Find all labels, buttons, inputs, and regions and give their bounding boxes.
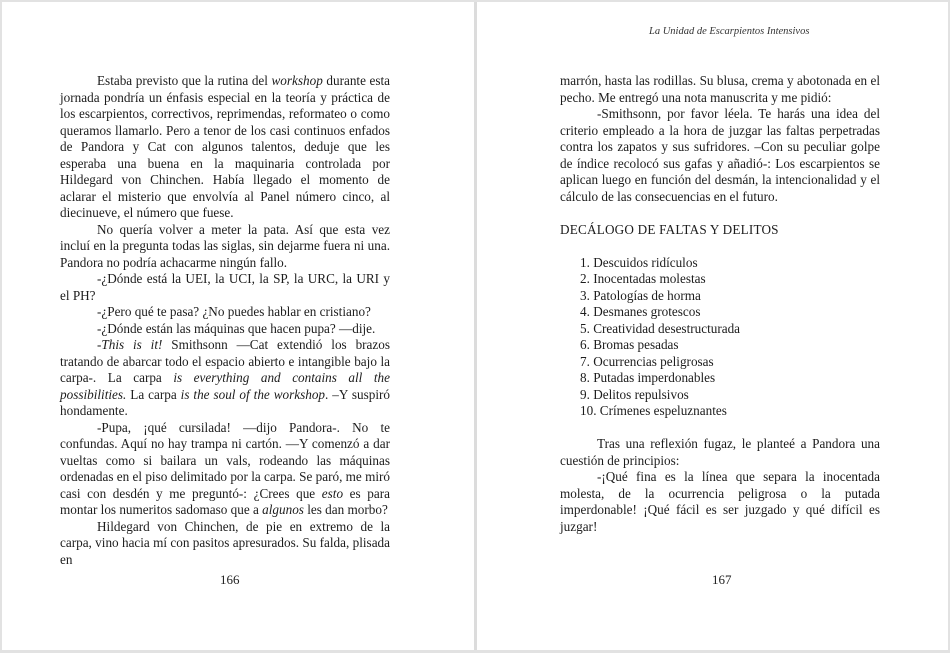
paragraph: No quería volver a meter la pata. Así que esta vez incluí en la pregunta todas las siglas, sin dejarme fuera ni una. Pandora no podría achacarme ningún fallo. [60, 221, 390, 270]
dialogue-line: -Pupa, ¡qué cursilada! —dijo Pandora-. No te confundas. Aquí no hay trampa ni cartón. —Y comenzó a dar vueltas como si bailara un vals, rodeando las máquinas ordenadas en el piso delimitado por la carpa. Se paró, me miró casi con desdén y me preguntó-: ¿Crees que esto es para montar los numeritos sadomaso que a algunos les dan morbo? [60, 419, 390, 517]
dialogue-line: -This is it! Smithsonn —Cat extendió los brazos tratando de abarcar todo el espacio abierto e intangible bajo la carpa-. La carpa is everything and contains all the possibilities. La carpa is the soul of the workshop. –Y suspiró hondamente. [60, 337, 391, 418]
dialogue-line: -¡Qué fina es la línea que separa la inocentada molesta, de la ocurrencia peligrosa o la putada imperdonable! ¡Qué fácil es ser juzgado y qué difícil es juzgar! [560, 469, 880, 534]
left-page [2, 2, 474, 650]
list-item: 2. Inocentadas molestas [580, 271, 706, 286]
dialogue-line: -¿Dónde están las máquinas que hacen pupa? —dije. [97, 320, 376, 336]
list-item: 10. Crímenes espeluznantes [580, 403, 727, 418]
paragraph: Estaba previsto que la rutina del workshop durante esta jornada pondría un énfasis especial en la teoría y práctica de los escarpientos, correctivos, reprimendas, reformateo o como queramos llamarlo. Pero a tenor de los casi continuos enfados de Pandora y Cat con algunos talentos, deduje que les esperaba una buena en la maquinaria controlada por Hildegard von Chinchen. Había llegado el momento de aclarar el misterio que envolvía al Panel número cinco, al diecinueve, el número que fuese. [60, 73, 391, 220]
list-item: 3. Patologías de horma [580, 287, 701, 303]
spacer [560, 420, 880, 437]
list-item: 5. Creatividad desestructurada [580, 320, 741, 336]
list-item: 6. Bromas pesadas [580, 337, 679, 352]
decalogo-list [560, 255, 880, 420]
book-spread [2, 2, 948, 650]
list-item: 8. Putadas imperdonables [580, 370, 716, 385]
dialogue-line: -¿Pero qué te pasa? ¿No puedes hablar en cristiano? [97, 304, 371, 319]
list-heading: DECÁLOGO DE FALTAS Y DELITOS [560, 221, 779, 237]
paragraph: Hildegard von Chinchen, de pie en extremo de la carpa, vino hacia mí con pasitos apresurados. Su falda, plisada en [60, 518, 390, 567]
list-item: 4. Desmanes grotescos [580, 304, 701, 319]
right-page-body [560, 73, 880, 535]
list-item: 1. Descuidos ridículos [580, 254, 698, 270]
right-page [477, 2, 948, 650]
page-number-left: 166 [220, 572, 240, 587]
dialogue-line: -Smithsonn, por favor léela. Te harás una idea del criterio empleado a la hora de juzgar las faltas perpetradas contra los zapatos y sus sufridores. –Con su peculiar golpe de índice recolocó sus gafas y añadió-: Los escarpientos se aplican luego en función del desmán, la intencionalidad y el cálculo de las consecuencias en el futuro. [560, 106, 880, 204]
paragraph: Tras una reflexión fugaz, le planteé a Pandora una cuestión de principios: [560, 436, 880, 468]
list-item: 9. Delitos repulsivos [580, 386, 689, 402]
dialogue-line: -¿Dónde está la UEI, la UCI, la SP, la URC, la URI y el PH? [60, 271, 390, 303]
left-page-body [60, 73, 390, 568]
paragraph: marrón, hasta las rodillas. Su blusa, crema y abotonada en el pecho. Me entregó una nota manuscrita y me pidió: [560, 73, 880, 105]
running-head: La Unidad de Escarpientos Intensivos [649, 26, 810, 37]
page-number-right: 167 [712, 572, 732, 587]
list-item: 7. Ocurrencias peligrosas [580, 353, 714, 369]
